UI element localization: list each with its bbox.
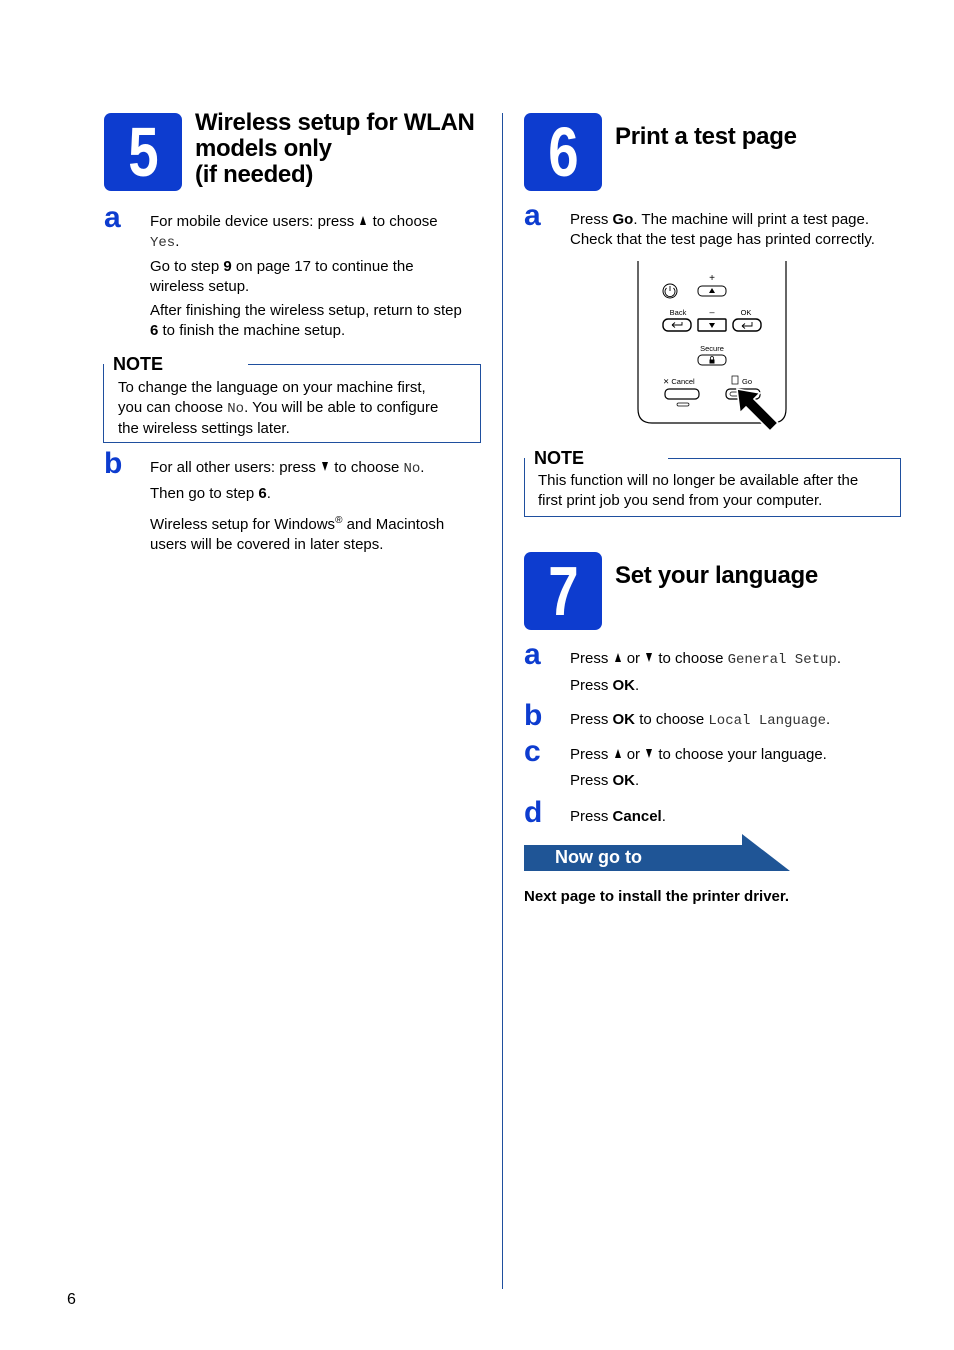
column-divider xyxy=(502,113,503,1289)
step-7-badge: 7 xyxy=(524,552,602,630)
page-number: 6 xyxy=(67,1291,76,1308)
step-7d-text: Press Cancel. xyxy=(570,808,666,825)
step-7d-letter: d xyxy=(524,796,543,829)
ok-button xyxy=(733,319,761,331)
step-6-badge: 6 xyxy=(524,113,602,191)
now-go-to-label: Now go to xyxy=(555,847,642,867)
note-title: NOTE xyxy=(113,354,164,374)
control-panel-illustration xyxy=(636,261,790,433)
step-7c-letter: c xyxy=(524,735,541,768)
step-6-title: Print a test page xyxy=(615,123,797,150)
step-5-badge: 5 xyxy=(104,113,182,191)
step-7b-letter: b xyxy=(524,699,543,732)
up-arrow-icon xyxy=(360,216,366,225)
step-7-title: Set your language xyxy=(615,562,818,589)
step-5b-text: For all other users: press to choose No. Then go to step 6. Wireless setup for Windows® and Macintosh users will be covered in later steps. xyxy=(150,459,445,553)
note-text: This function will no longer be available after the first print job you send from your computer. xyxy=(538,472,859,509)
secure-label: Secure xyxy=(700,344,724,353)
step-7c-text: Press or to choose your language. Press OK. xyxy=(570,746,827,789)
step-6a-letter: a xyxy=(524,199,541,232)
down-arrow-icon xyxy=(646,653,652,662)
step-7a-text: Press or to choose General Setup. Press OK. xyxy=(570,650,841,694)
next-page-text: Next page to install the printer driver. xyxy=(524,888,790,905)
ok-label: OK xyxy=(740,308,752,317)
step-5a-letter: a xyxy=(104,201,121,234)
step-5b-letter: b xyxy=(104,447,123,480)
cancel-button xyxy=(665,389,699,399)
step-5-title: Wireless setup for WLAN models only (if needed) xyxy=(195,109,475,188)
up-arrow-icon xyxy=(615,653,621,662)
note-text: To change the language on your machine first, you can choose No. You will be able to configure the wireless settings later. xyxy=(118,379,439,437)
go-label: Go xyxy=(742,377,753,386)
step-7b-text: Press OK to choose Local Language. xyxy=(570,711,831,729)
step-6a-text: Press Go. The machine will print a test page. Check that the test page has printed correctly. xyxy=(570,211,875,248)
plus-label: + xyxy=(709,273,715,284)
down-arrow-icon xyxy=(322,462,328,471)
cancel-label: ✕ Cancel xyxy=(663,377,695,386)
down-arrow-icon xyxy=(646,749,652,758)
minus-label: – xyxy=(709,307,715,317)
step-7a-letter: a xyxy=(524,638,541,671)
step-5a-text: For mobile device users: press to choose Yes. Go to step 9 on page 17 to continue the wireless setup. After finishing the wireless setup, return to step 6 to finish the machine setup. xyxy=(150,213,462,339)
back-label: Back xyxy=(669,308,687,317)
up-arrow-icon xyxy=(615,749,621,758)
note-title: NOTE xyxy=(534,448,585,468)
